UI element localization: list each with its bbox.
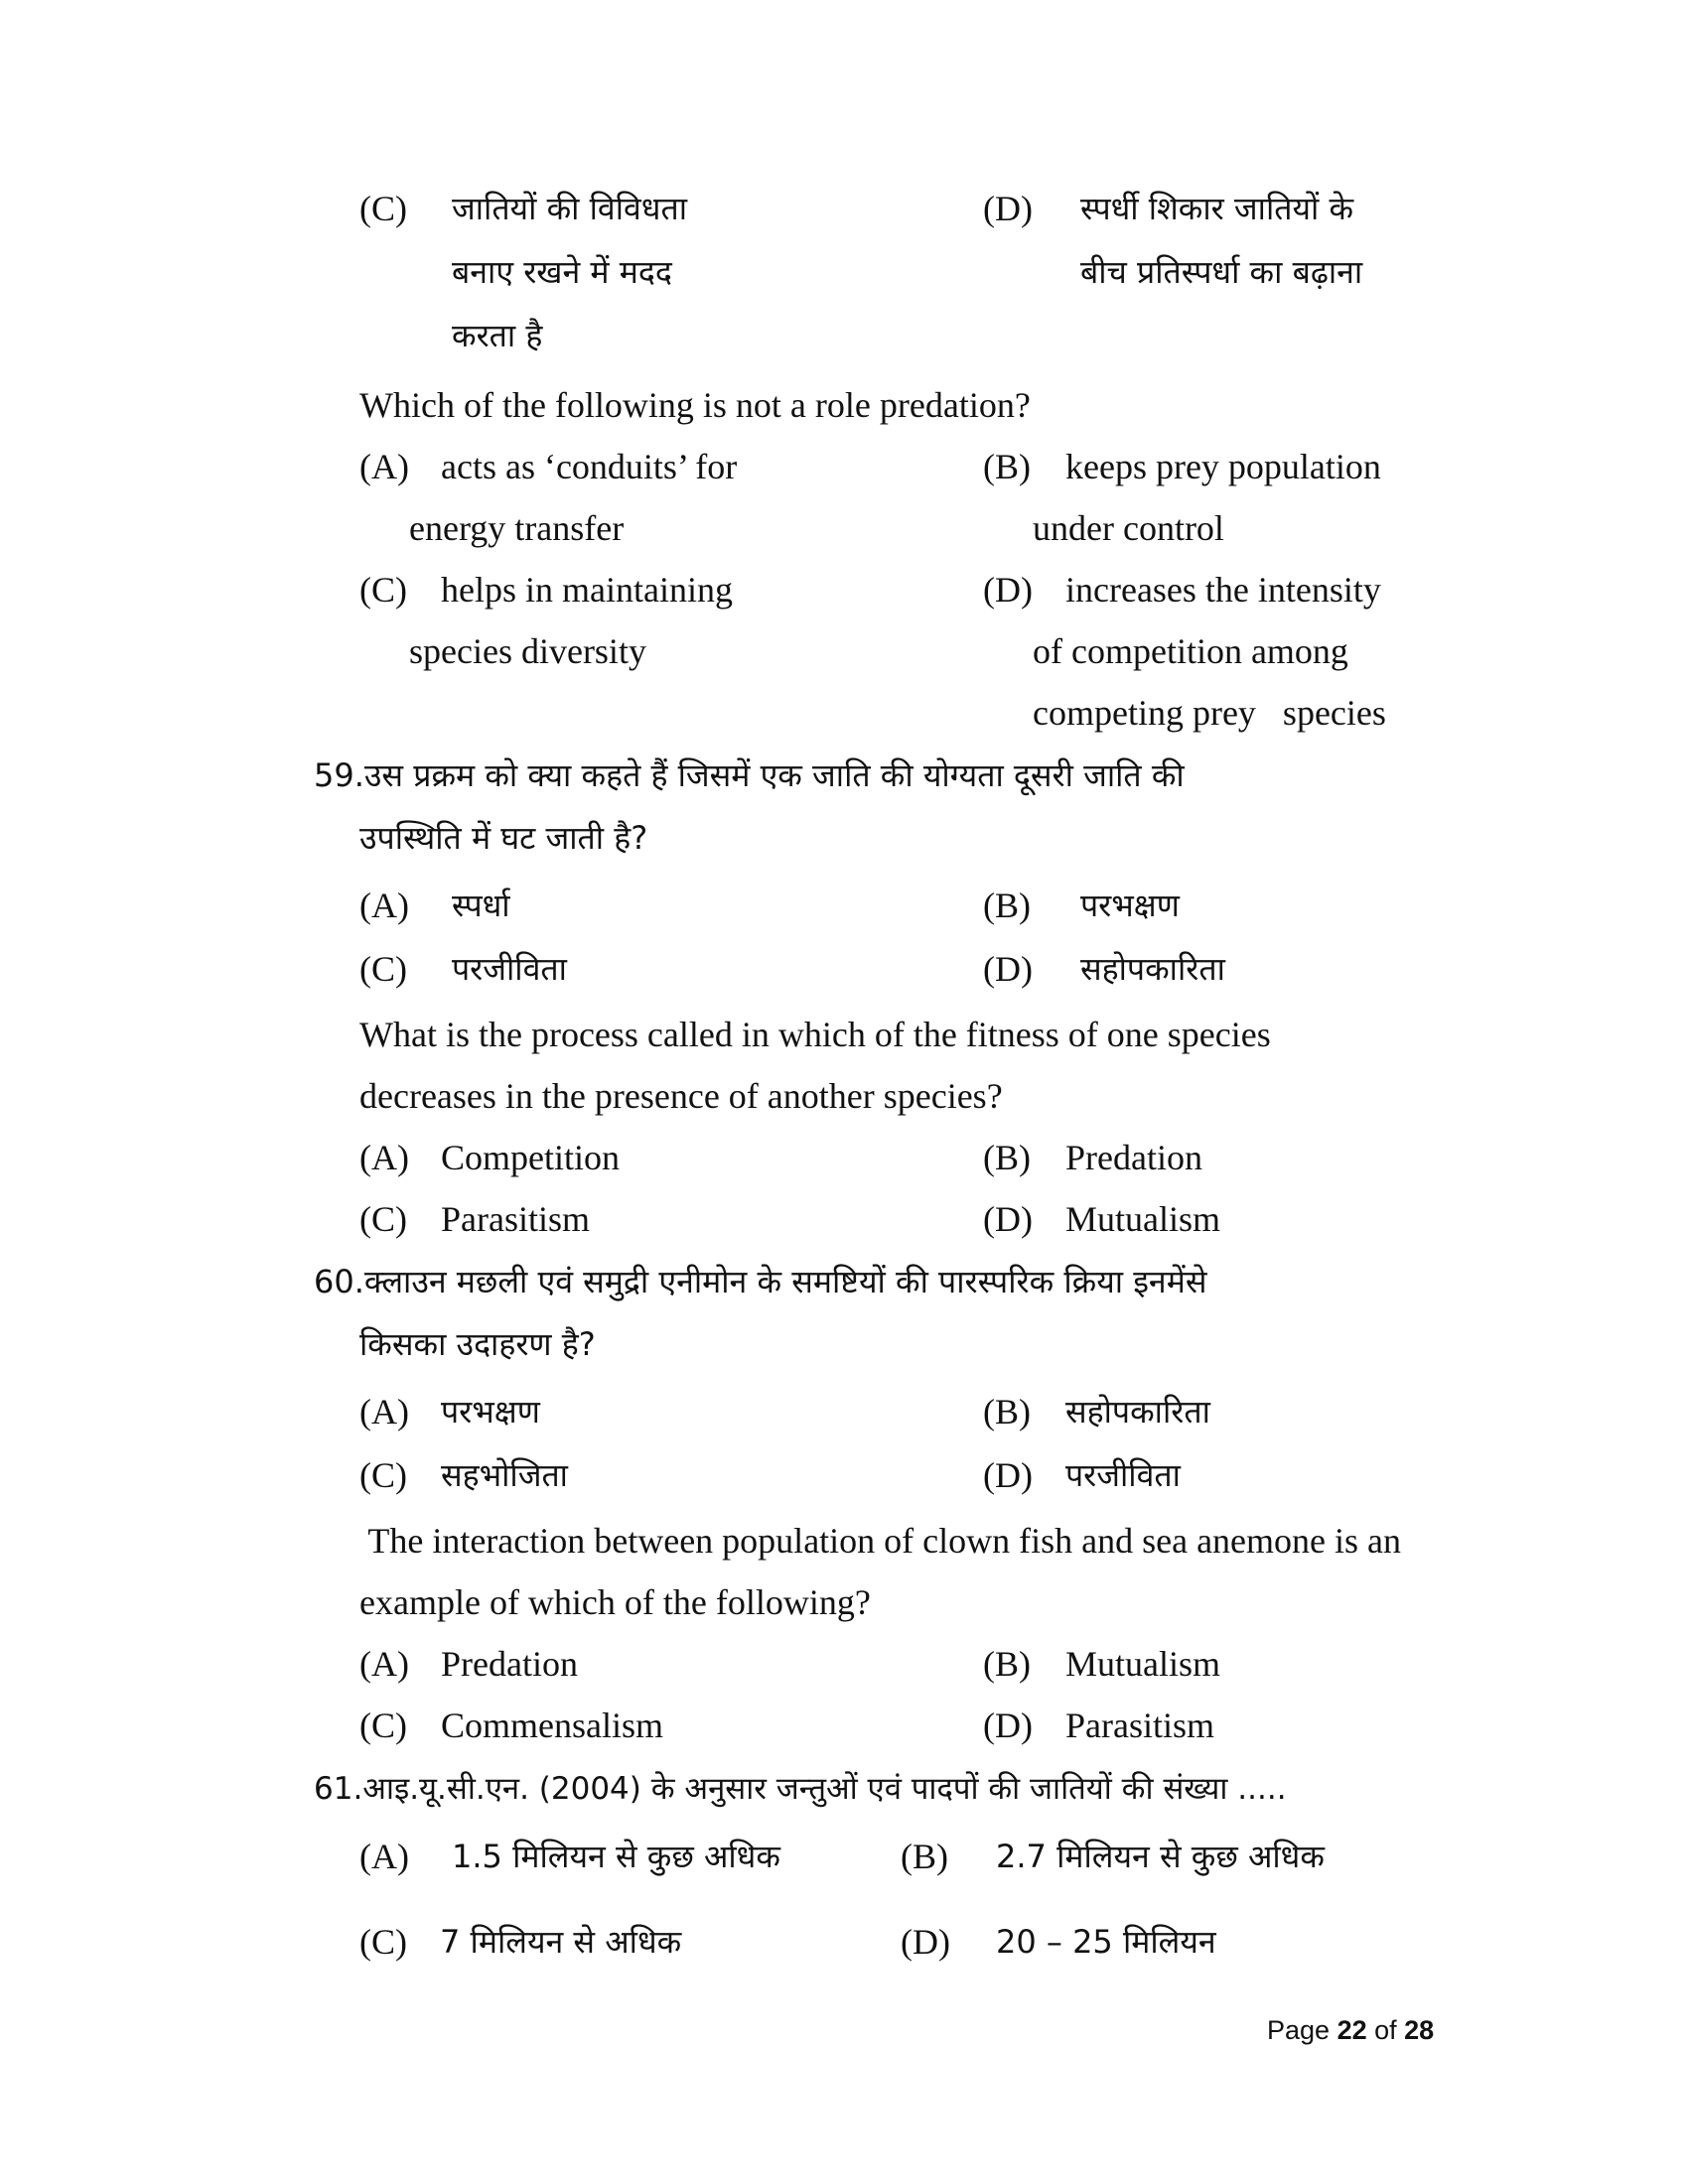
q58-hi-option-d: (D) <box>983 189 1033 228</box>
q61-hi-option-c-text: 7 मिलियन से अधिक <box>440 1923 682 1961</box>
page-number-current: 22 <box>1336 2015 1367 2045</box>
q59-en-option-c-text: Parasitism <box>441 1199 590 1239</box>
q59-en-option-a-text: Competition <box>441 1138 620 1177</box>
q59-en-option-b: (B) <box>983 1138 1031 1177</box>
q60-hi-option-b: (B) <box>983 1392 1031 1432</box>
q58-en-option-b-line-1: keeps prey population <box>1065 447 1381 486</box>
q61-hi-option-d: (D) <box>901 1922 950 1962</box>
q60-hi-option-b-text: सहोपकारिता <box>1065 1393 1210 1431</box>
q60-hi-option-d: (D) <box>983 1455 1033 1495</box>
q58-en-option-d-line-2: of competition among <box>1033 631 1348 671</box>
q59-en-question-line-1: What is the process called in which of the fitness of one species <box>359 1015 1271 1054</box>
q59-hi-option-b-text: परभक्षण <box>1080 887 1180 924</box>
page-number-total: 28 <box>1404 2015 1435 2045</box>
q59-hi-option-b: (B) <box>983 886 1031 925</box>
q59-hi-question-line-1: 59.उस प्रक्रम को क्या कहते हैं जिसमें एक जाति की योग्यता दूसरी जाति की <box>314 756 1185 794</box>
q61-hi-option-b-text: 2.7 मिलियन से कुछ अधिक <box>996 1838 1325 1875</box>
q59-en-option-b-text: Predation <box>1065 1138 1202 1177</box>
q60-en-option-d: (D) <box>983 1706 1033 1745</box>
q58-en-option-b-line-2: under control <box>1033 508 1224 548</box>
q60-en-option-b: (B) <box>983 1644 1031 1684</box>
q60-hi-option-a-text: परभक्षण <box>441 1393 540 1431</box>
q60-en-option-c: (C) <box>359 1706 407 1745</box>
q58-hi-option-c: (C) <box>359 189 407 228</box>
q58-en-option-b: (B) <box>983 447 1031 486</box>
q60-en-question-line-2: example of which of the following? <box>359 1582 871 1622</box>
q60-hi-option-c: (C) <box>359 1455 407 1495</box>
q61-hi-option-d-text: 20 – 25 मिलियन <box>996 1923 1216 1961</box>
q59-en-question-line-2: decreases in the presence of another species? <box>359 1076 1003 1116</box>
q58-en-option-c-line-1: helps in maintaining <box>441 570 733 610</box>
q60-hi-question-line-2: किसका उदाहरण है? <box>359 1325 596 1363</box>
q59-en-option-d: (D) <box>983 1199 1033 1239</box>
q60-en-option-c-text: Commensalism <box>441 1706 663 1745</box>
q60-hi-option-c-text: सहभोजिता <box>441 1456 568 1494</box>
q58-en-option-a-line-2: energy transfer <box>409 508 625 548</box>
q58-en-option-d: (D) <box>983 570 1033 610</box>
q58-hi-option-c-line-3: करता है <box>452 317 543 354</box>
q61-hi-option-c: (C) <box>359 1922 407 1962</box>
page-number <box>1267 2015 1434 2046</box>
q59-hi-question-line-2: उपस्थिति में घट जाती है? <box>359 819 648 857</box>
q58-hi-option-c-line-1: जातियों की विविधता <box>452 190 687 227</box>
page-number-of: of <box>1366 2015 1405 2045</box>
q60-en-option-a: (A) <box>359 1644 409 1684</box>
q61-hi-option-a: (A) <box>359 1837 409 1876</box>
q58-en-option-d-line-3: competing prey species <box>1033 693 1386 733</box>
q59-en-option-d-text: Mutualism <box>1065 1199 1221 1239</box>
q59-hi-option-c: (C) <box>359 949 407 989</box>
q60-hi-question-line-1: 60.क्लाउन मछली एवं समुद्री एनीमोन के समष्टियों की पारस्परिक क्रिया इनमेंसे <box>314 1263 1207 1300</box>
q60-hi-option-a: (A) <box>359 1392 409 1432</box>
q59-en-option-c: (C) <box>359 1199 407 1239</box>
q60-hi-option-d-text: परजीविता <box>1065 1456 1181 1494</box>
q58-hi-option-d-line-2: बीच प्रतिस्पर्धा का बढ़ाना <box>1080 253 1363 291</box>
q61-hi-option-b: (B) <box>901 1837 948 1876</box>
q58-en-option-c: (C) <box>359 570 407 610</box>
q60-en-option-d-text: Parasitism <box>1065 1706 1214 1745</box>
q59-hi-option-d-text: सहोपकारिता <box>1080 950 1225 988</box>
q60-en-option-a-text: Predation <box>441 1644 578 1684</box>
q58-en-question: Which of the following is not a role predation? <box>359 385 1031 425</box>
q59-hi-option-a: (A) <box>359 886 409 925</box>
q58-hi-option-d-line-1: स्पर्धी शिकार जातियों के <box>1080 190 1354 227</box>
q59-hi-option-c-text: परजीविता <box>452 950 567 988</box>
q58-en-option-d-line-1: increases the intensity <box>1065 570 1381 610</box>
q61-hi-option-a-text: 1.5 मिलियन से कुछ अधिक <box>452 1838 780 1875</box>
q58-hi-option-c-line-2: बनाए रखने में मदद <box>452 253 672 291</box>
q61-hi-question: 61.आइ.यू.सी.एन. (2004) के अनुसार जन्तुओं एवं पादपों की जातियों की संख्या ..... <box>314 1771 1287 1807</box>
q60-en-option-b-text: Mutualism <box>1065 1644 1221 1684</box>
q59-hi-option-d: (D) <box>983 949 1033 989</box>
q58-en-option-a-line-1: acts as ‘conduits’ for <box>441 447 738 486</box>
q58-en-option-a: (A) <box>359 447 409 486</box>
q59-hi-option-a-text: स्पर्धा <box>452 887 510 924</box>
q60-en-question-line-1: The interaction between population of clown fish and sea anemone is an <box>359 1521 1402 1561</box>
page-number-prefix: Page <box>1267 2015 1337 2045</box>
q59-en-option-a: (A) <box>359 1138 409 1177</box>
q58-en-option-c-line-2: species diversity <box>409 631 646 671</box>
